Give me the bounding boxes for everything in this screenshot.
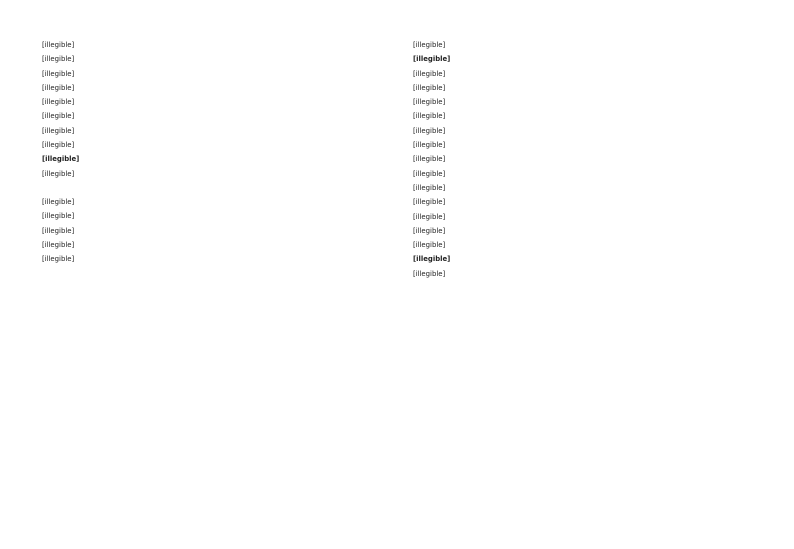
question-11-analysis: [illegible]: [413, 126, 446, 135]
paragraph: [illegible]: [42, 126, 75, 135]
question-9: [illegible]: [42, 83, 75, 92]
section-heading-analysis: [illegible]: [413, 55, 451, 64]
answer-key: [illegible]: [42, 197, 75, 206]
paragraph: [illegible]: [413, 183, 446, 192]
paragraph: [illegible]: [42, 141, 75, 150]
paragraph: [illegible]: [413, 226, 446, 235]
paragraph: [illegible]: [42, 55, 75, 64]
paragraph: [illegible]: [42, 255, 75, 264]
question-13: [illegible]: [42, 212, 75, 221]
answer-line: [illegible]: [413, 155, 446, 164]
question-10-analysis: [illegible]: [413, 69, 446, 78]
paragraph: [illegible]: [413, 98, 446, 107]
paragraph: [illegible]: [413, 241, 446, 250]
question-13-analysis: [illegible]: [413, 212, 446, 221]
paragraph: [illegible]: [42, 69, 75, 78]
paragraph: [illegible]: [42, 240, 75, 249]
paragraph: [illegible]: [42, 169, 75, 178]
paragraph: [illegible]: [413, 269, 446, 278]
answer-line: [illegible]: [413, 198, 446, 207]
section-heading-tip: [illegible]: [413, 255, 451, 264]
paragraph: [illegible]: [42, 226, 75, 235]
right-column: [413, 38, 753, 281]
paragraph: [illegible]: [42, 98, 75, 107]
spacer: [42, 181, 380, 195]
answer-line: [illegible]: [413, 112, 446, 121]
paragraph: [illegible]: [413, 83, 446, 92]
left-column: [42, 38, 380, 266]
question-12-analysis: [illegible]: [413, 169, 446, 178]
paragraph: [illegible]: [42, 112, 75, 121]
paragraph: [illegible]: [413, 141, 446, 150]
paragraph: [illegible]: [413, 41, 446, 49]
paragraph: [illegible]: [42, 41, 75, 49]
section-heading-tip: [illegible]: [42, 155, 80, 164]
